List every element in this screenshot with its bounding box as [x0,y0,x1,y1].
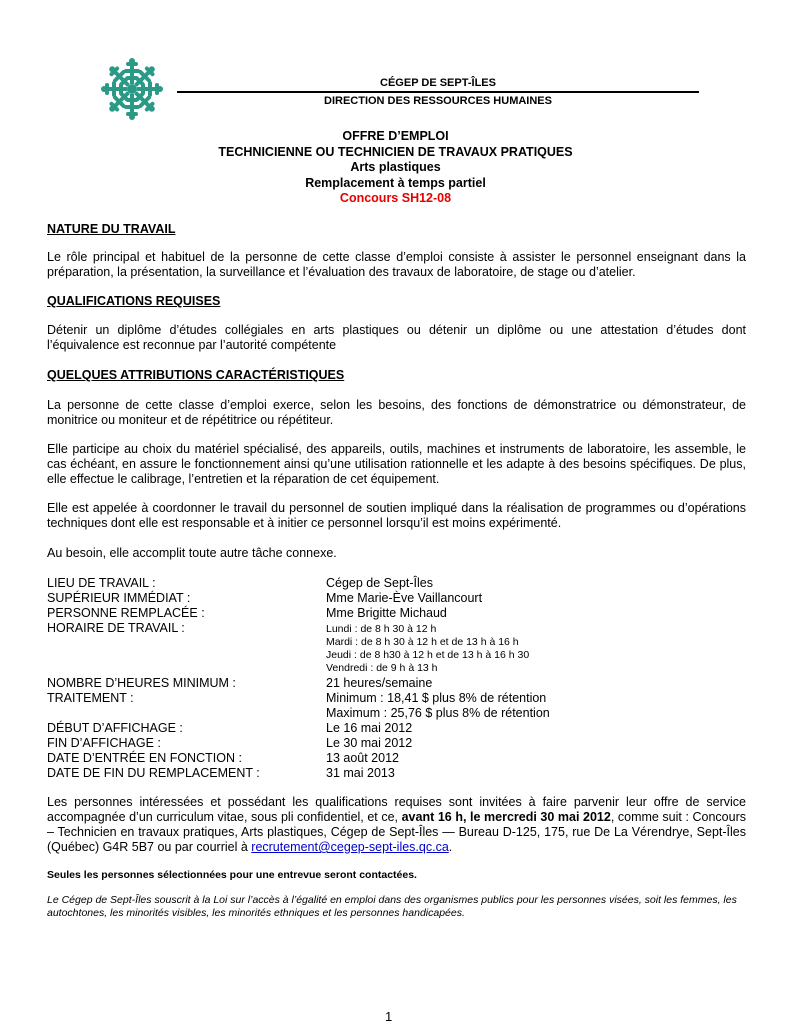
qualifications-text: Détenir un diplôme d’études collégiales en arts plastiques ou détenir un diplôme ou une attestation d’études dont l’équivalence est reconnue par l’autorité compétente [47,323,746,352]
superieur-value: Mme Marie-Ève Vaillancourt [326,591,483,605]
contest-number: Concours SH12-08 [339,191,452,205]
remplacee-label: PERSONNE REMPLACÉE : [47,606,205,620]
job-field: Arts plastiques [350,160,441,174]
nature-text: Le rôle principal et habituel de la personne de cette classe d’emploi consiste à assister le personnel enseignant dans la préparation, la présentation, la surveillance et l’évaluation des travaux de laboratoire, de stage ou d’atelier. [47,250,746,279]
lieu-value: Cégep de Sept-Îles [326,576,434,590]
recruitment-email-link[interactable]: recrutement@cegep-sept-iles.qc.ca [251,840,449,854]
nature-heading: NATURE DU TRAVAIL [47,222,176,236]
fin-affichage-value: Le 30 mai 2012 [326,736,413,750]
heures-value: 21 heures/semaine [326,676,433,690]
horaire-jeudi: Jeudi : de 8 h30 à 12 h et de 13 h à 16 h 30 [326,649,530,661]
attributions-heading: QUELQUES ATTRIBUTIONS CARACTÉRISTIQUES [47,368,345,382]
attributions-paragraph-1: La personne de cette classe d’emploi exerce, selon les besoins, des fonctions de démonstratrice ou démonstrateur, de monitrice ou moniteur et de répétitrice ou répétiteur. [47,398,746,427]
debut-affichage-label: DÉBUT D’AFFICHAGE : [47,721,183,735]
application-paragraph [47,795,746,855]
lieu-label: LIEU DE TRAVAIL : [47,576,156,590]
equality-note: Le Cégep de Sept-Îles souscrit à la Loi sur l’accès à l’égalité en emploi dans des organismes publics pour les personnes visées, soit les femmes, les autochtones, les minorités visibles, les minorités ethniques et les personnes handicapées. [47,894,737,919]
application-part-2: , comme suit : Concours – Technicien en travaux pratiques, Arts plastiques, Cégep de Sept-Îles — Bureau D-125, 175, rue De La Vérendrye, Sept-Îles (Québec) G4R 5B7 ou par courriel à [47,810,746,854]
traitement-maximum: Maximum : 25,76 $ plus 8% de rétention [326,706,550,720]
selected-note: Seules les personnes sélectionnées pour une entrevue seront contactées. [47,869,417,881]
entree-fonction-label: DATE D’ENTRÉE EN FONCTION : [47,751,242,765]
entree-fonction-value: 13 août 2012 [326,751,399,765]
college-logo-icon [101,58,163,120]
job-title: TECHNICIENNE OU TECHNICIEN DE TRAVAUX PRATIQUES [218,145,573,159]
fin-remplacement-label: DATE DE FIN DU REMPLACEMENT : [47,766,260,780]
department-name: DIRECTION DES RESSOURCES HUMAINES [324,95,552,107]
fin-remplacement-value: 31 mai 2013 [326,766,395,780]
header-rule [177,91,699,93]
application-part-3: . [448,840,453,854]
job-type: Remplacement à temps partiel [305,176,486,190]
attributions-paragraph-4: Au besoin, elle accomplit toute autre tâche connexe. [47,546,337,560]
superieur-label: SUPÉRIEUR IMMÉDIAT : [47,591,191,605]
qualifications-heading: QUALIFICATIONS REQUISES [47,294,221,308]
heures-label: NOMBRE D’HEURES MINIMUM : [47,676,236,690]
horaire-vendredi: Vendredi : de 9 h à 13 h [326,662,438,674]
org-name: CÉGEP DE SEPT-ÎLES [380,77,496,89]
horaire-label: HORAIRE DE TRAVAIL : [47,621,185,635]
application-deadline: avant 16 h, le mercredi 30 mai 2012 [401,810,611,824]
traitement-minimum: Minimum : 18,41 $ plus 8% de rétention [326,691,547,705]
debut-affichage-value: Le 16 mai 2012 [326,721,413,735]
fin-affichage-label: FIN D’AFFICHAGE : [47,736,161,750]
application-part-1: Les personnes intéressées et possédant les qualifications requises sont invitées à faire parvenir leur offre de service accompagnée d’un curriculum vitae, sous pli confidentiel, et ce, [47,795,746,824]
page-number: 1 [385,1009,393,1024]
traitement-label: TRAITEMENT : [47,691,134,705]
remplacee-value: Mme Brigitte Michaud [326,606,447,620]
attributions-paragraph-3: Elle est appelée à coordonner le travail du personnel de soutien impliqué dans la réalisation de programmes ou d’opérations techniques dont elle est responsable et à initier ce personnel lorsqu’il est moins expérimenté. [47,501,746,530]
attributions-paragraph-2: Elle participe au choix du matériel spécialisé, des appareils, outils, machines et instruments de laboratoire, les assemble, le cas échéant, en assure le fonctionnement ainsi qu’une utilisation rationnelle et les adapte à des besoins spécifiques. De plus, elle effectue le calibrage, l’entretien et la réparation de cet équipement. [47,442,746,486]
horaire-mardi: Mardi : de 8 h 30 à 12 h et de 13 h à 16 h [326,636,519,648]
horaire-lundi: Lundi : de 8 h 30 à 12 h [326,623,437,635]
offer-title: OFFRE D’EMPLOI [342,129,449,143]
